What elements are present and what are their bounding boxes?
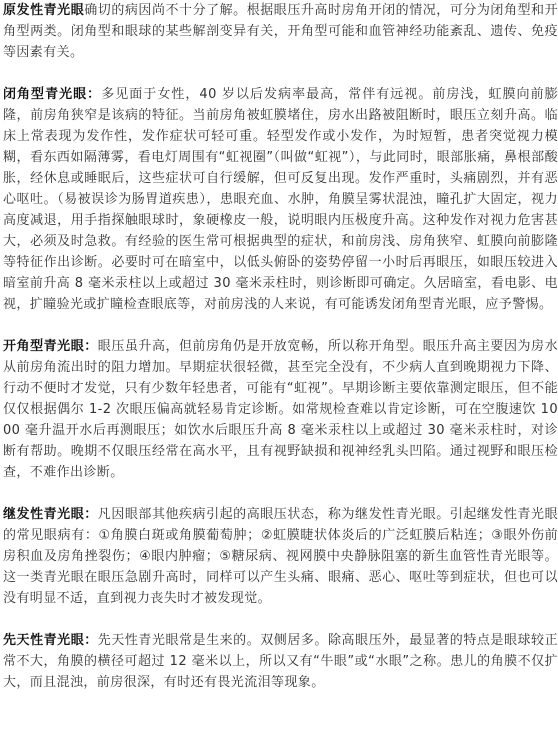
term-congenital-glaucoma: 先天性青光眼： [3,633,98,648]
text-congenital-glaucoma: 先天性青光眼常是生来的。双侧居多。除高眼压外，最显著的特点是眼球较正常不大，角膜的横径可超过 12 毫米以上，所以又有“牛眼”或“水眼”之称。患儿的角膜不仅扩大，而且混浊，前房很深，有时还有畏光流泪等现象。 [3,633,558,690]
text-secondary-glaucoma: 凡因眼部其他疾病引起的高眼压状态，称为继发性青光眼。引起继发性青光眼的常见眼病有：①角膜白斑或角膜葡萄肿；②虹膜睫状体炎后的广泛虹膜后粘连；③眼外伤前房积血及房角挫裂伤；④眼内肿瘤；⑤糖尿病、视网膜中央静脉阻塞的新生血管性青光眼等。这一类青光眼在眼压急剧升高时，同样可以产生头痛、眼痛、恶心、呕吐等到症状，但也可以没有明显不适，直到视力丧失时才被发现觉。 [3,507,558,606]
text-closed-angle-glaucoma: 多见面于女性，40 岁以后发病率最高，常伴有远视。前房浅，虹膜向前膨隆，前房角狭窄是该病的特征。当前房角被虹膜堵住，房水出路被阻断时，眼压立刻升高。临床上常表现为发作性，发作症状可轻可重。轻型发作或小发作，为时短暂，患者突觉视力模糊，看东西如隔薄雾，看电灯周围有“虹视圈”（叫做“虹视”），与此同时，眼部胀痛，鼻根部酸胀，经休息或睡眠后，这些症状可自行缓解，但可反复出现。发作严重时，头痛剧烈，并有恶心呕吐。（易被误诊为肠胃道疾患），患眼充血、水肿，角膜呈雾状混浊，瞳孔扩大固定，视力高度减退，用手指探触眼球时，象硬橡皮一般，说明眼内压极度升高。这种发作对视力危害甚大，必须及时急救。有经验的医生常可根据典型的症状，和前房浅、房角狭窄、虹膜向前膨隆等特征作出诊断。必要时可在暗室中，以低头俯卧的姿势停留一小时后再眼压，如眼压较进入暗室前升高 8 毫米汞柱以上或超过 30 毫米汞柱时，则诊断即可确定。久居暗室，看电影、电视，扩瞳验光或扩瞳检查眼底等，对前房浅的人来说，有可能诱发闭角型青光眼，应予警惕。 [3,87,558,312]
paragraph-congenital-glaucoma [0,630,558,693]
paragraph-primary-glaucoma [0,0,558,63]
term-open-angle-glaucoma: 开角型青光眼： [3,339,98,354]
text-open-angle-glaucoma: 眼压虽升高，但前房角仍是开放宽畅，所以称开角型。眼压升高主要因为房水从前房角流出时的阻力增加。早期症状很轻微，甚至完全没有，不少病人直到晚期视力下降、行动不便时才发觉，只有少数年轻患者，可能有“虹视”。早期诊断主要依靠测定眼压，但不能仅仅根据偶尔 1-2 次眼压偏高就轻易肯定诊断。如常规检查难以肯定诊断，可在空腹速饮 1000 毫升温开水后再测眼压；如饮水后眼压升高 8 毫米汞柱以上或超过 30 毫米汞柱时，对诊断有帮助。晚期不仅眼压经常在高水平，且有视野缺损和视神经乳头凹陷。通过视野和眼压检查，不难作出诊断。 [3,339,558,480]
paragraph-secondary-glaucoma [0,504,558,609]
term-closed-angle-glaucoma: 闭角型青光眼： [3,87,102,102]
paragraph-open-angle-glaucoma [0,336,558,483]
term-secondary-glaucoma: 继发性青光眼： [3,507,98,522]
term-primary-glaucoma: 原发性青光眼 [3,3,85,18]
text-primary-glaucoma: 确切的病因尚不十分了解。根据眼压升高时房角开闭的情况，可分为闭角型和开角型两类。闭角型和眼球的某些解剖变异有关，开角型可能和血管神经功能紊乱、遗传、免疫等因素有关。 [3,3,558,60]
paragraph-closed-angle-glaucoma [0,84,558,315]
